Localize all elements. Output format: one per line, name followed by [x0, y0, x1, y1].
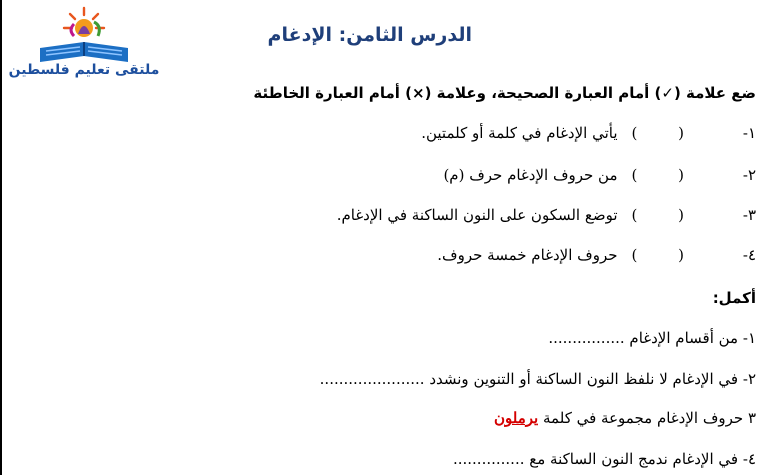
question-text: يأتي الإدغام في كلمة أو كلمتين.: [421, 124, 618, 142]
complete-item-1[interactable]: ١- من أقسام الإدغام ................: [548, 329, 756, 347]
question-2: [443, 166, 756, 184]
lesson-title: الدرس الثامن: الإدغام: [267, 24, 472, 46]
answer-box[interactable]: ( ): [631, 166, 702, 184]
question-number: ٤-: [742, 246, 756, 264]
question-text: من حروف الإدغام حرف (م): [443, 166, 618, 184]
question-text: توضع السكون على النون الساكنة في الإدغام.: [336, 206, 618, 224]
complete-item-2[interactable]: ٢- في الإدغام لا نلفظ النون الساكنة أو التنوين ونشدد ......................: [319, 370, 756, 388]
question-4: [437, 246, 756, 264]
complete-item-4[interactable]: ٤- في الإدغام ندمج النون الساكنة مع ...............: [452, 450, 756, 468]
sun-icon: [64, 8, 104, 37]
question-3: [337, 206, 756, 224]
answer-box[interactable]: ( ): [631, 246, 702, 264]
question-text: حروف الإدغام خمسة حروف.: [437, 246, 618, 264]
question-number: ٣-: [742, 206, 756, 224]
answer-box[interactable]: ( ): [631, 124, 702, 142]
instruction-text: ضع علامة (✓) أمام العبارة الصحيحة، وعلامة (×) أمام العبارة الخاطئة: [253, 84, 756, 102]
question-number: ١-: [742, 124, 756, 142]
page-left-border: [0, 0, 2, 475]
keyword-yarmalun: يرملون: [494, 409, 539, 427]
complete-item-3-prefix: ٣ حروف الإدغام مجموعة في كلمة: [543, 409, 756, 427]
complete-heading: أكمل:: [712, 289, 756, 307]
book-icon: [40, 42, 128, 62]
answer-box[interactable]: ( ): [631, 206, 702, 224]
question-number: ٢-: [742, 166, 756, 184]
question-1: [421, 124, 756, 142]
logo-text: ملتقى تعليم فلسطين: [8, 62, 160, 78]
complete-item-3: [494, 409, 756, 427]
